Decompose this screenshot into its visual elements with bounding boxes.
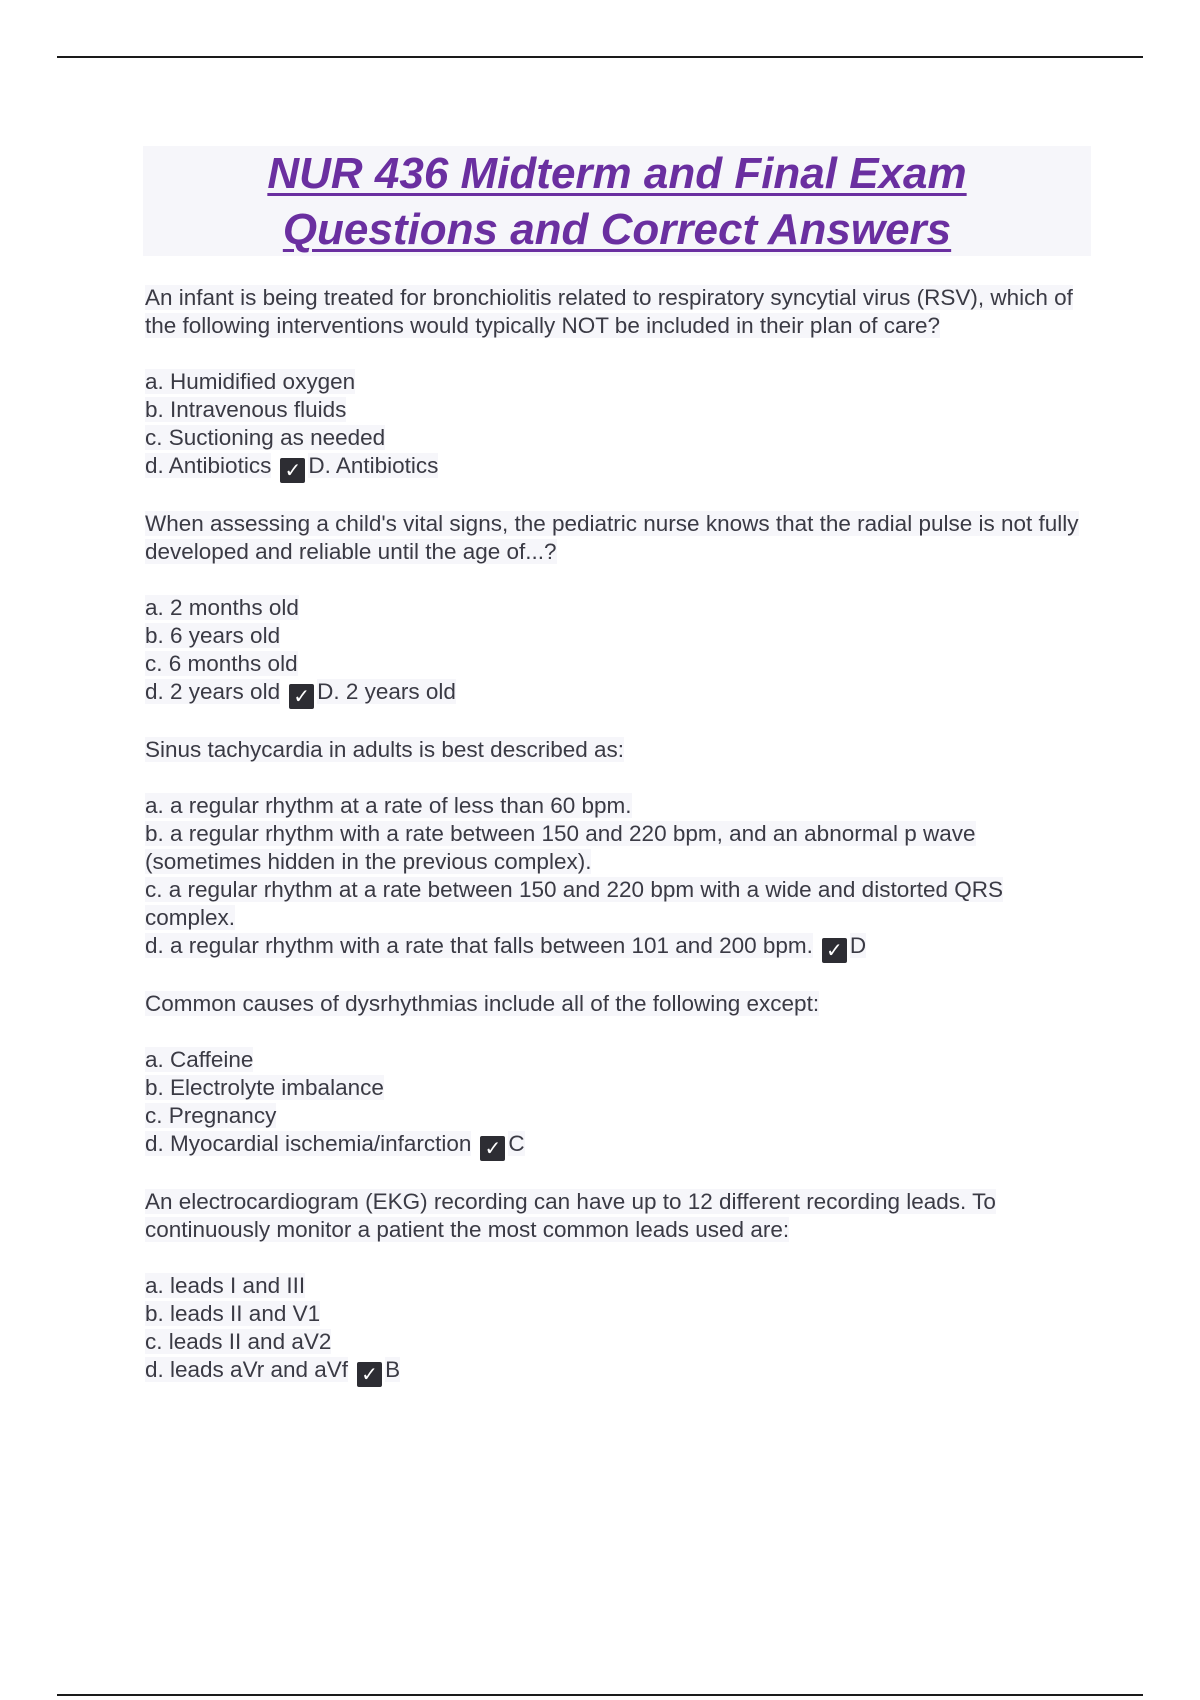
option-text: b. Intravenous fluids (145, 397, 347, 422)
question-text: When assessing a child's vital signs, the pediatric nurse knows that the radial pulse is not fully developed and reliable until the age of...? (145, 511, 1079, 564)
question-list (145, 284, 1085, 1414)
option-text: c. 6 months old (145, 651, 298, 676)
question-item (145, 736, 1085, 963)
question-text: An electrocardiogram (EKG) recording can have up to 12 different recording leads. To continuously monitor a patient the most common leads used are: (145, 1189, 996, 1242)
correct-answer: B (385, 1357, 401, 1382)
document-title (143, 146, 1091, 256)
top-rule (57, 56, 1143, 58)
check-icon: ✓ (822, 938, 847, 963)
option-item (145, 1046, 1085, 1074)
option-text: d. leads aVr and aVf (145, 1357, 349, 1382)
title-line-1: NUR 436 Midterm and Final Exam (267, 149, 967, 198)
option-text: a. a regular rhythm at a rate of less than 60 bpm. (145, 793, 632, 818)
option-item (145, 622, 1085, 650)
option-item (145, 452, 1085, 483)
question-item (145, 990, 1085, 1161)
title-line-2: Questions and Correct Answers (282, 205, 952, 254)
option-item (145, 594, 1085, 622)
check-icon: ✓ (480, 1136, 505, 1161)
option-text: b. 6 years old (145, 623, 281, 648)
question-item (145, 284, 1085, 483)
correct-answer: D. 2 years old (317, 679, 456, 704)
option-text: a. Caffeine (145, 1047, 254, 1072)
option-text: b. a regular rhythm with a rate between 150 and 220 bpm, and an abnormal p wave (sometimes hidden in the previous complex). (145, 821, 976, 874)
option-item (145, 1356, 1085, 1387)
correct-answer: D (849, 933, 867, 958)
option-item (145, 1130, 1085, 1161)
option-item (145, 876, 1085, 932)
option-item (145, 1300, 1085, 1328)
option-text: c. leads II and aV2 (145, 1329, 332, 1354)
check-icon: ✓ (280, 458, 305, 483)
option-text: a. 2 months old (145, 595, 299, 620)
option-item (145, 368, 1085, 396)
question-item (145, 1188, 1085, 1387)
option-text: c. Pregnancy (145, 1103, 277, 1128)
option-text: b. Electrolyte imbalance (145, 1075, 384, 1100)
option-text: a. Humidified oxygen (145, 369, 356, 394)
option-item (145, 678, 1085, 709)
option-item (145, 1074, 1085, 1102)
question-item (145, 510, 1085, 709)
option-text: c. a regular rhythm at a rate between 150 and 220 bpm with a wide and distorted QRS complex. (145, 877, 1003, 930)
question-text: Common causes of dysrhythmias include all of the following except: (145, 991, 820, 1016)
option-text: d. Myocardial ischemia/infarction (145, 1131, 472, 1156)
option-item (145, 792, 1085, 820)
option-item (145, 1102, 1085, 1130)
option-item (145, 932, 1085, 963)
option-item (145, 1272, 1085, 1300)
question-text: Sinus tachycardia in adults is best described as: (145, 737, 625, 762)
option-item (145, 650, 1085, 678)
option-item (145, 820, 1085, 876)
option-item (145, 396, 1085, 424)
option-text: a. leads I and III (145, 1273, 306, 1298)
check-icon: ✓ (357, 1362, 382, 1387)
option-item (145, 1328, 1085, 1356)
bottom-rule (57, 1694, 1143, 1696)
correct-answer: D. Antibiotics (308, 453, 439, 478)
correct-answer: C (508, 1131, 525, 1156)
option-text: c. Suctioning as needed (145, 425, 386, 450)
option-text: d. a regular rhythm with a rate that falls between 101 and 200 bpm. (145, 933, 813, 958)
option-item (145, 424, 1085, 452)
option-text: b. leads II and V1 (145, 1301, 321, 1326)
question-text: An infant is being treated for bronchiolitis related to respiratory syncytial virus (RSV), which of the following interventions would typically NOT be included in their plan of care? (145, 285, 1073, 338)
option-text: d. Antibiotics (145, 453, 272, 478)
check-icon: ✓ (289, 684, 314, 709)
option-text: d. 2 years old (145, 679, 281, 704)
